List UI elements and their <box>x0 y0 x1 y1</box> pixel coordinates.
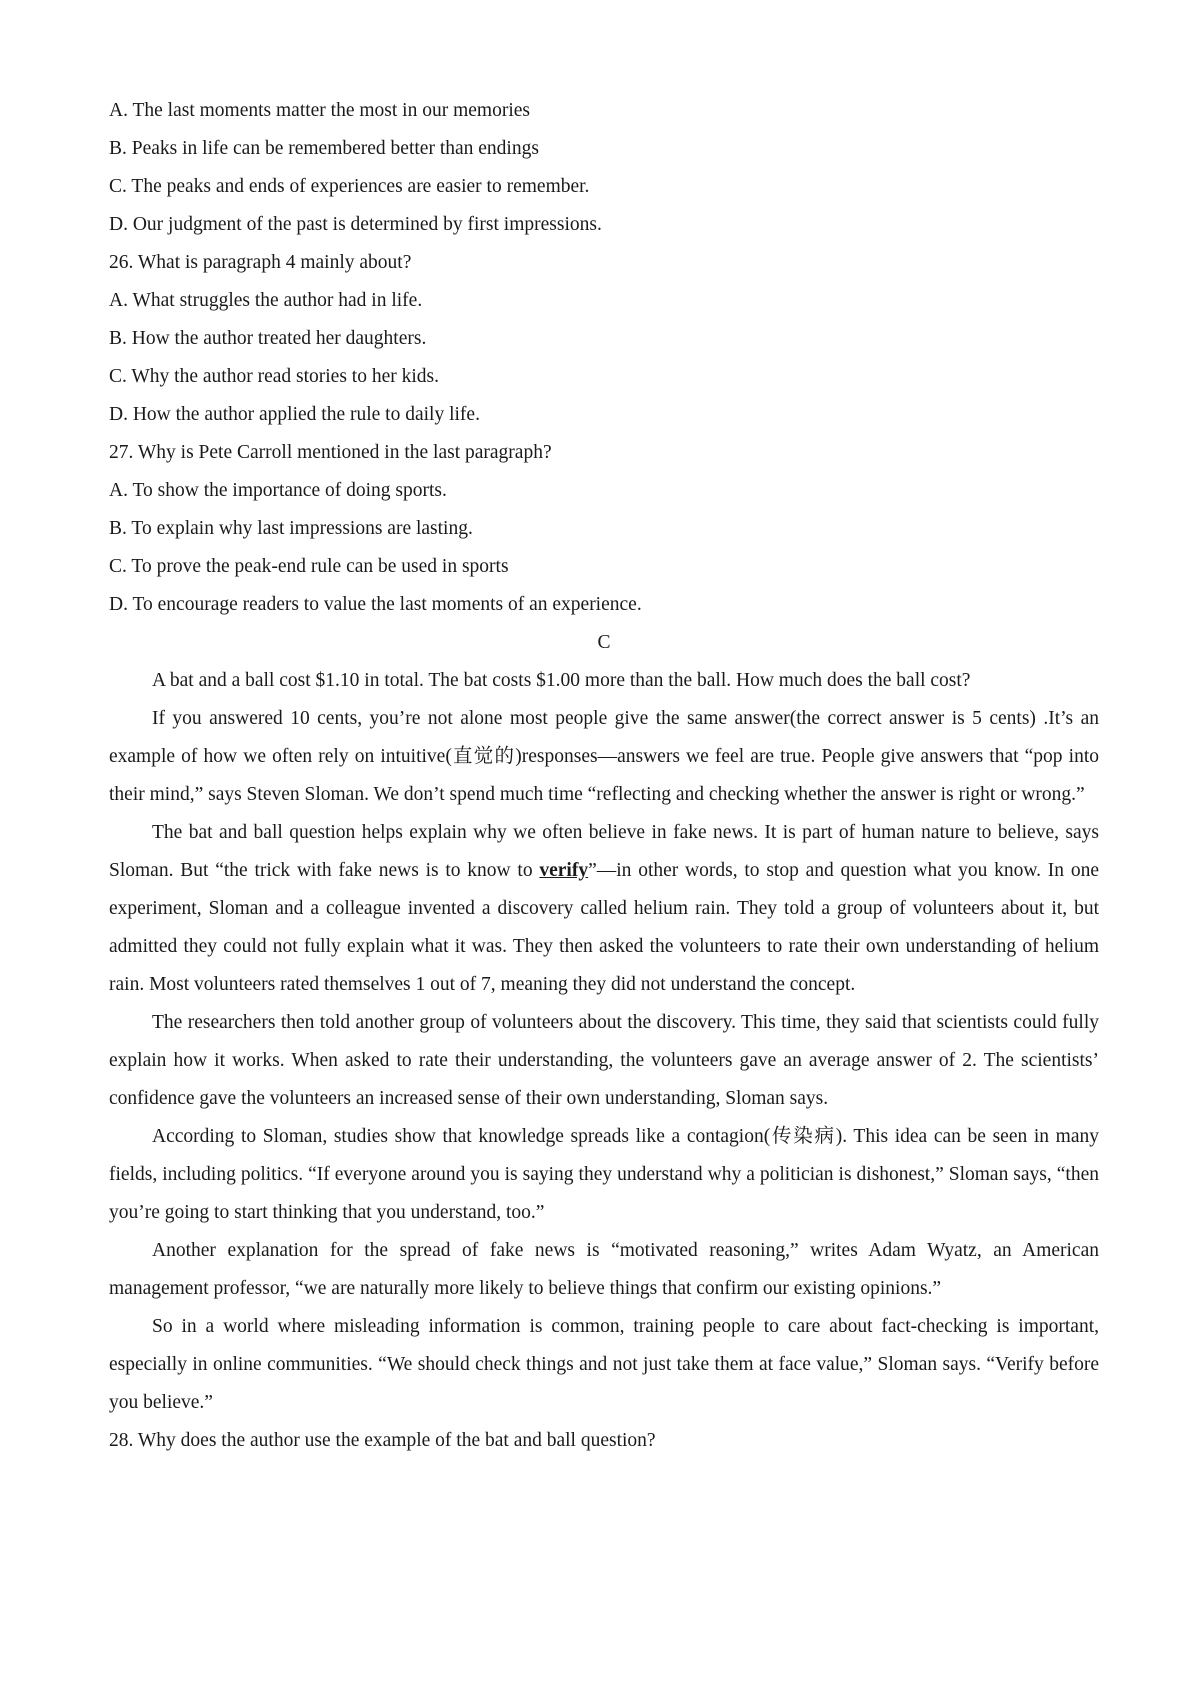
q25-option-a: A. The last moments matter the most in our memories <box>109 100 530 121</box>
passage-paragraph-2: If you answered 10 cents, you’re not alone most people give the same answer(the correct answer is 5 cents) .It’s an example of how we often rely on intuitive(直觉的)responses—answers we feel are true. People give answers that “pop into their mind,” says Steven Sloman. We don’t spend much time “reflecting and checking whether the answer is right or wrong.” <box>109 708 1099 805</box>
q27-option-d: D. To encourage readers to value the last moments of an experience. <box>109 594 642 615</box>
paragraph-3-text-before: The bat and ball question helps explain why we often believe in fake news. It is part of human nature to believe, says Sloman. But “the trick with fake news is to know to <box>109 822 1099 881</box>
passage-paragraph-1: A bat and a ball cost $1.10 in total. The bat costs $1.00 more than the ball. How much does the ball cost? <box>152 670 971 691</box>
q25-option-d: D. Our judgment of the past is determined by first impressions. <box>109 214 602 235</box>
q27-option-b: B. To explain why last impressions are lasting. <box>109 518 473 539</box>
q26-option-d: D. How the author applied the rule to daily life. <box>109 404 480 425</box>
q27-question: 27. Why is Pete Carroll mentioned in the last paragraph? <box>109 442 552 463</box>
q25-option-b: B. Peaks in life can be remembered better than endings <box>109 138 539 159</box>
q26-option-c: C. Why the author read stories to her kids. <box>109 366 439 387</box>
paragraph-3-text-after: ”—in other words, to stop and question what you know. In one experiment, Sloman and a colleague invented a discovery called helium rain. They told a group of volunteers about it, but admitted they could not fully explain what it was. They then asked the volunteers to rate their own understanding of helium rain. Most volunteers rated themselves 1 out of 7, meaning they did not understand the concept. <box>109 860 1099 995</box>
q28-question: 28. Why does the author use the example of the bat and ball question? <box>109 1430 656 1451</box>
passage-paragraph-5: According to Sloman, studies show that knowledge spreads like a contagion(传染病). This idea can be seen in many fields, including politics. “If everyone around you is saying they understand why a politician is dishonest,” Sloman says, “then you’re going to start thinking that you understand, too.” <box>109 1126 1099 1223</box>
exam-page <box>109 92 1099 1460</box>
passage-paragraph-3 <box>109 814 1099 1004</box>
q26-option-b: B. How the author treated her daughters. <box>109 328 427 349</box>
passage-paragraph-6: Another explanation for the spread of fake news is “motivated reasoning,” writes Adam Wyatz, an American management professor, “we are naturally more likely to believe things that confirm our existing opinions.” <box>109 1240 1099 1299</box>
q26-option-a: A. What struggles the author had in life. <box>109 290 423 311</box>
q25-option-c: C. The peaks and ends of experiences are easier to remember. <box>109 176 590 197</box>
q26-question: 26. What is paragraph 4 mainly about? <box>109 252 412 273</box>
passage-paragraph-7: So in a world where misleading information is common, training people to care about fact-checking is important, especially in online communities. “We should check things and not just take them at face value,” Sloman says. “Verify before you believe.” <box>109 1316 1099 1413</box>
passage-paragraph-4: The researchers then told another group of volunteers about the discovery. This time, they said that scientists could fully explain how it works. When asked to rate their understanding, the volunteers gave an average answer of 2. The scientists’ confidence gave the volunteers an increased sense of their own understanding, Sloman says. <box>109 1012 1099 1109</box>
section-label: C <box>597 632 611 653</box>
q27-option-c: C. To prove the peak-end rule can be used in sports <box>109 556 509 577</box>
keyword-verify: verify <box>539 860 589 881</box>
q27-option-a: A. To show the importance of doing sports. <box>109 480 447 501</box>
